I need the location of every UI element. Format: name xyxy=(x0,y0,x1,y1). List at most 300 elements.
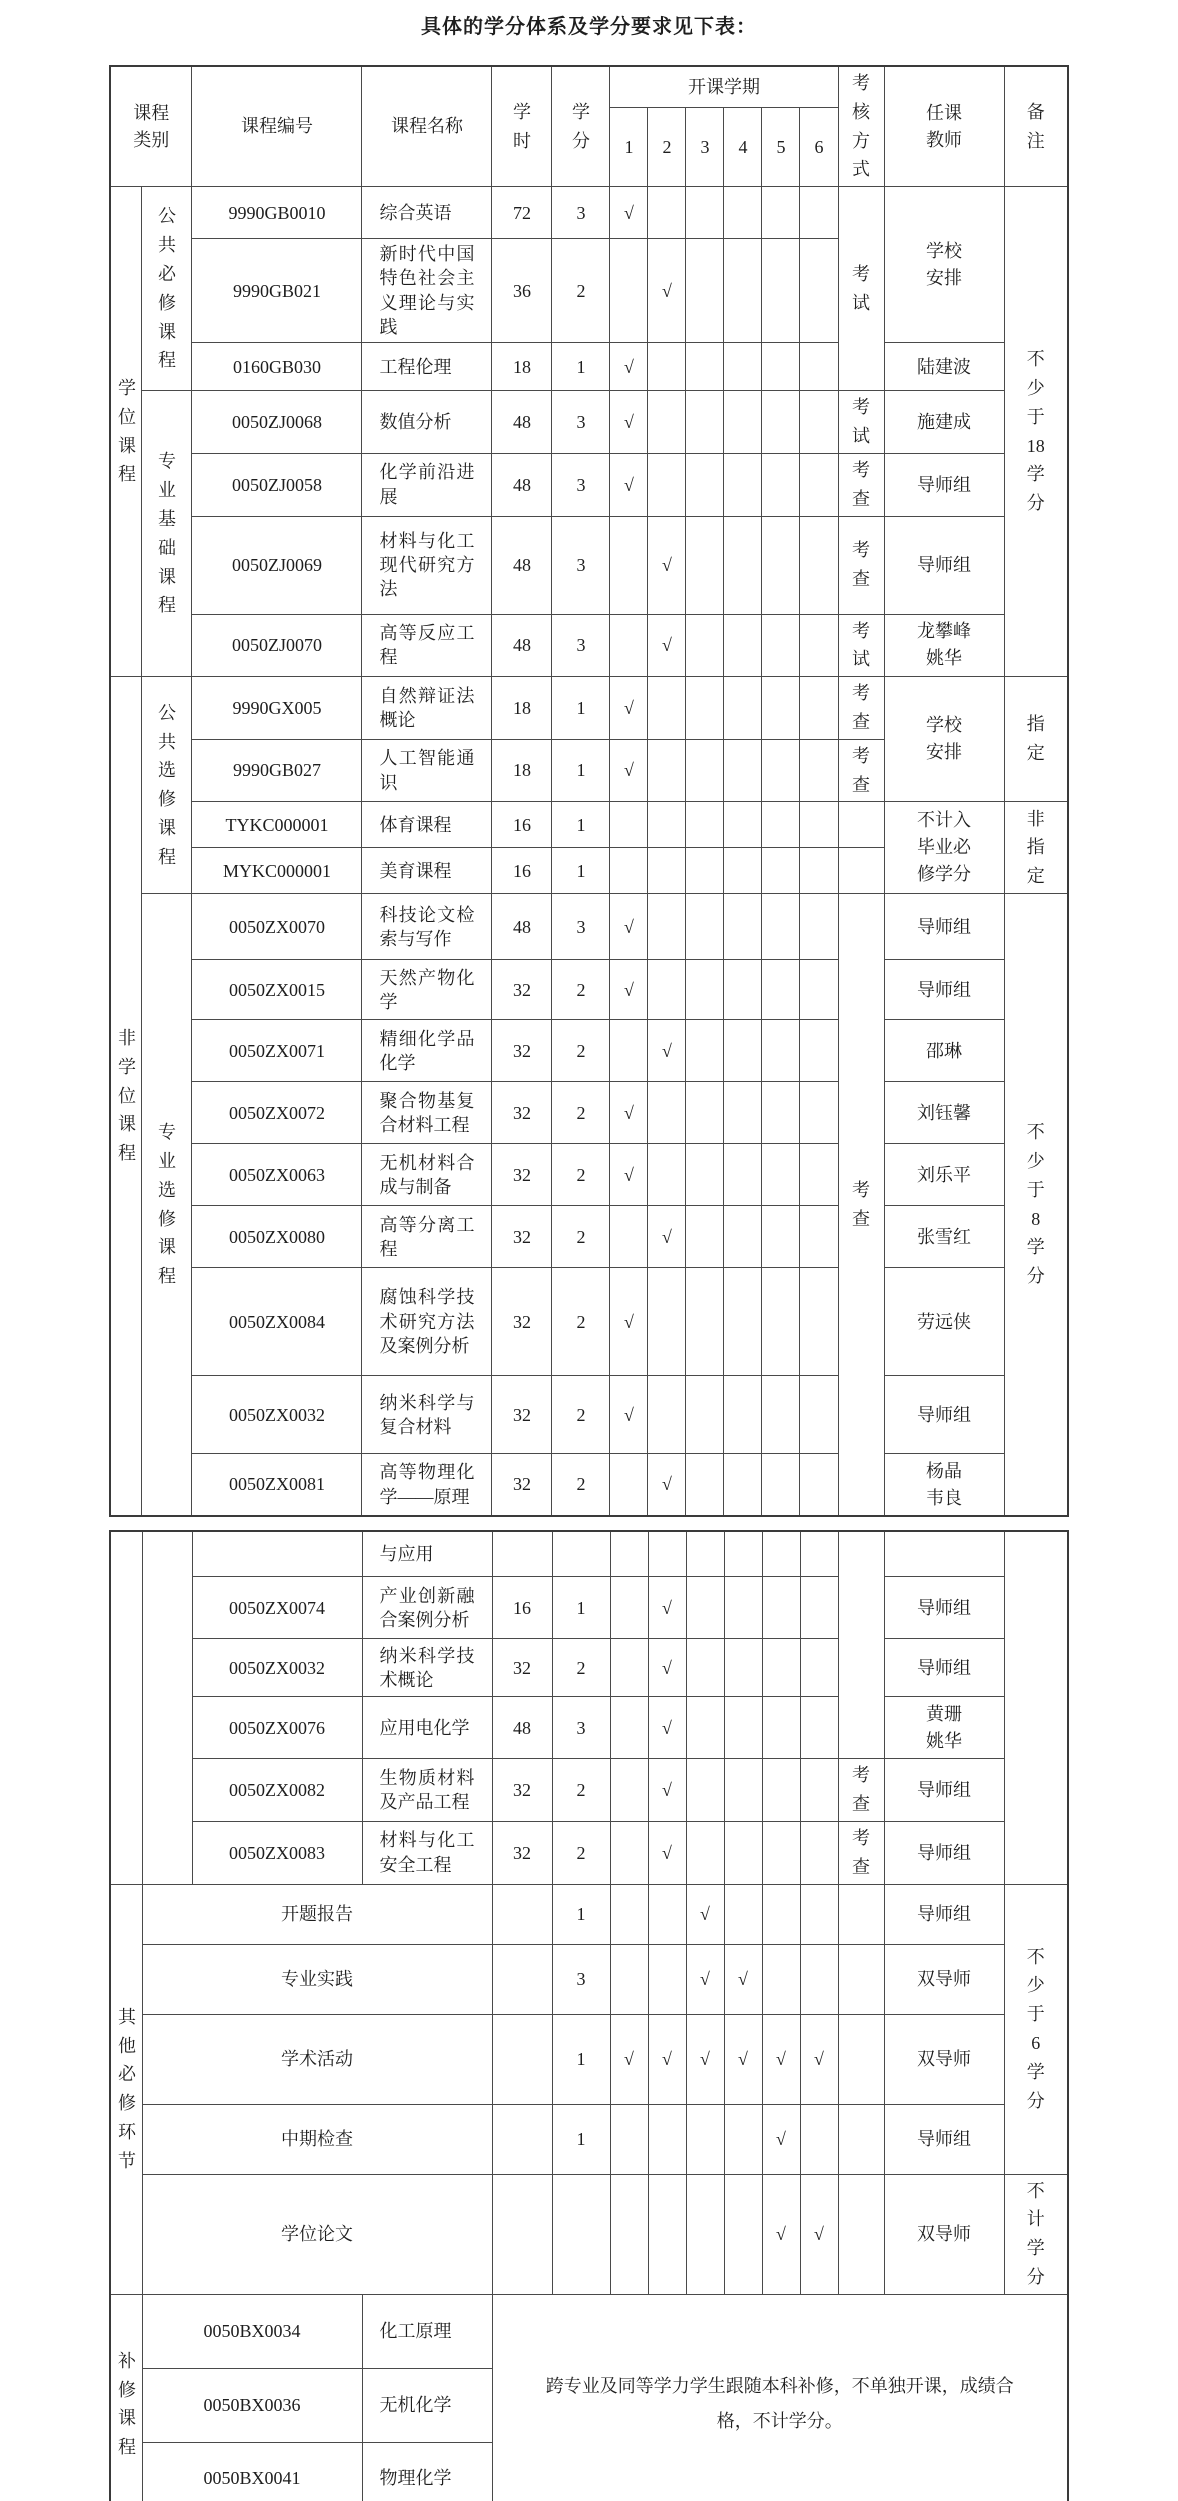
cell-remark xyxy=(1004,1884,1068,2174)
cell-teacher xyxy=(884,1697,1004,1759)
cell-empty xyxy=(686,1020,724,1082)
cell-empty xyxy=(800,1821,838,1884)
cell-empty xyxy=(724,239,762,343)
cell-empty xyxy=(762,391,800,454)
cell-empty xyxy=(762,1268,800,1376)
cell-remark xyxy=(1004,187,1068,677)
cell-empty xyxy=(648,343,686,391)
cell-empty xyxy=(800,1082,838,1144)
cell-empty xyxy=(800,453,838,516)
cell-empty xyxy=(648,677,686,740)
cell-subcategory xyxy=(142,894,192,1516)
table-row xyxy=(110,1697,1068,1759)
cell-remark xyxy=(1004,677,1068,802)
header-teacher-text: 任课教师 xyxy=(926,102,963,150)
cell-assessment xyxy=(838,516,884,614)
cell-empty xyxy=(724,1144,762,1206)
cell-empty xyxy=(762,614,800,677)
cell-course-name: 精细化学品化学 xyxy=(362,1020,492,1082)
header-remark xyxy=(1004,66,1068,187)
cell-number: 1 xyxy=(552,802,610,848)
cell-remark-text: 非指定 xyxy=(1026,808,1045,887)
cell-course-name: 应用电化学 xyxy=(362,1697,492,1759)
cell-empty xyxy=(610,1577,648,1639)
cell-empty xyxy=(492,2104,552,2174)
cell-semester-check: √ xyxy=(648,1759,686,1822)
cell-empty xyxy=(724,187,762,239)
cell-teacher-text: 黄珊姚华 xyxy=(926,1703,962,1751)
cell-empty xyxy=(648,1082,686,1144)
cell-semester-check: √ xyxy=(610,739,648,802)
cell-empty xyxy=(686,960,724,1020)
cell-teacher: 劳远侠 xyxy=(884,1268,1004,1376)
header-remark-text: 备注 xyxy=(1026,101,1045,151)
cell-semester-check: √ xyxy=(610,1268,648,1376)
cell-empty xyxy=(686,848,724,894)
cell-empty xyxy=(724,2104,762,2174)
cell-empty xyxy=(724,1531,762,1577)
cell-number: 18 xyxy=(492,343,552,391)
cell-course-name: 工程伦理 xyxy=(362,343,492,391)
cell-remark xyxy=(1004,2174,1068,2294)
cell-teacher: 刘乐平 xyxy=(884,1144,1004,1206)
cell-empty xyxy=(762,1144,800,1206)
header-category-text: 课程类别 xyxy=(133,102,170,150)
cell-empty xyxy=(724,453,762,516)
cell-empty xyxy=(610,802,648,848)
cell-empty xyxy=(800,1759,838,1822)
cell-empty xyxy=(762,960,800,1020)
page-title: 具体的学分体系及学分要求见下表： xyxy=(421,16,757,38)
table-row xyxy=(110,1639,1068,1697)
cell-empty xyxy=(1004,1531,1068,1884)
cell-category-text: 补修课程 xyxy=(118,2350,136,2458)
cell-empty xyxy=(838,2014,884,2104)
table-row xyxy=(110,1531,1068,1577)
cell-remark xyxy=(1004,894,1068,1516)
cell-empty xyxy=(648,802,686,848)
cell-empty xyxy=(724,343,762,391)
cell-empty xyxy=(762,1944,800,2014)
cell-empty xyxy=(724,960,762,1020)
cell-number: 32 xyxy=(492,1144,552,1206)
cell-empty xyxy=(724,848,762,894)
cell-empty xyxy=(686,894,724,960)
cell-empty xyxy=(800,802,838,848)
cell-course-code: 9990GX005 xyxy=(192,677,362,740)
cell-note-text: 跨专业及同等学力学生跟随本科补修，不单独开课，成绩合格，不计学分。 xyxy=(545,2376,1014,2432)
cell-semester-check: √ xyxy=(724,2014,762,2104)
cell-course-code: 0050ZX0083 xyxy=(192,1821,362,1884)
cell-assessment xyxy=(838,739,884,802)
cell-number: 48 xyxy=(492,1697,552,1759)
cell-number: 1 xyxy=(552,848,610,894)
cell-assessment xyxy=(838,453,884,516)
cell-empty xyxy=(762,1454,800,1516)
cell-empty xyxy=(686,802,724,848)
cell-empty xyxy=(800,1144,838,1206)
cell-course-code: 0050ZX0071 xyxy=(192,1020,362,1082)
cell-empty xyxy=(762,453,800,516)
cell-empty xyxy=(648,187,686,239)
cell-semester-check: √ xyxy=(762,2014,800,2104)
cell-empty xyxy=(724,1697,762,1759)
cell-category xyxy=(110,2294,142,2501)
header-semester-6: 6 xyxy=(800,108,838,187)
cell-semester-check: √ xyxy=(648,1454,686,1516)
cell-teacher-text: 不计入毕业必修学分 xyxy=(917,810,972,885)
cell-empty xyxy=(838,1884,884,1944)
cell-empty xyxy=(724,1206,762,1268)
cell-course-name: 高等反应工程 xyxy=(362,614,492,677)
cell-course-name: 产业创新融合案例分析 xyxy=(362,1577,492,1639)
cell-subcategory xyxy=(142,391,192,677)
cell-subcategory xyxy=(142,187,192,391)
cell-course-code: 0050ZX0081 xyxy=(192,1454,362,1516)
table-row xyxy=(110,614,1068,677)
cell-course-code: 0050ZX0084 xyxy=(192,1268,362,1376)
cell-category xyxy=(110,187,142,677)
cell-semester-check: √ xyxy=(686,1884,724,1944)
header-name: 课程名称 xyxy=(362,66,492,187)
cell-number: 1 xyxy=(552,1577,610,1639)
cell-teacher: 张雪红 xyxy=(884,1206,1004,1268)
cell-empty xyxy=(838,1944,884,2014)
cell-semester-check: √ xyxy=(800,2174,838,2294)
cell-empty xyxy=(800,960,838,1020)
cell-empty xyxy=(800,894,838,960)
table-row xyxy=(110,1454,1068,1516)
table-row xyxy=(110,1020,1068,1082)
cell-number: 3 xyxy=(552,516,610,614)
cell-semester-check: √ xyxy=(610,677,648,740)
cell-empty xyxy=(762,239,800,343)
cell-empty xyxy=(686,391,724,454)
cell-empty xyxy=(762,1577,800,1639)
cell-assessment-text: 考试 xyxy=(852,263,871,313)
cell-category xyxy=(110,1884,142,2294)
cell-course-code: 0050ZX0032 xyxy=(192,1376,362,1454)
cell-empty xyxy=(686,187,724,239)
cell-number: 72 xyxy=(492,187,552,239)
cell-empty xyxy=(800,1884,838,1944)
cell-empty xyxy=(800,739,838,802)
cell-number: 18 xyxy=(492,739,552,802)
cell-empty xyxy=(800,391,838,454)
cell-empty xyxy=(192,1531,362,1577)
cell-course-name: 数值分析 xyxy=(362,391,492,454)
cell-course-code: 0050ZJ0069 xyxy=(192,516,362,614)
cell-assessment-text: 考查 xyxy=(852,745,871,795)
cell-number: 2 xyxy=(552,1376,610,1454)
cell-semester-check: √ xyxy=(648,239,686,343)
cell-number: 32 xyxy=(492,1020,552,1082)
cell-empty xyxy=(492,2174,552,2294)
cell-number: 48 xyxy=(492,516,552,614)
cell-course-code: 0050ZJ0058 xyxy=(192,453,362,516)
cell-course-name: 体育课程 xyxy=(362,802,492,848)
cell-number: 36 xyxy=(492,239,552,343)
cell-empty xyxy=(800,343,838,391)
cell-teacher: 导师组 xyxy=(884,960,1004,1020)
cell-category-text: 其他必修环节 xyxy=(118,2006,136,2171)
cell-subcategory-text: 专业选修课程 xyxy=(157,1122,176,1287)
cell-course-code: 0050ZJ0070 xyxy=(192,614,362,677)
cell-empty xyxy=(610,1944,648,2014)
cell-empty xyxy=(686,1639,724,1697)
cell-semester-check: √ xyxy=(648,2014,686,2104)
cell-empty xyxy=(610,1020,648,1082)
cell-course-name: 高等物理化学——原理 xyxy=(362,1454,492,1516)
cell-empty xyxy=(724,1577,762,1639)
cell-empty xyxy=(724,1376,762,1454)
cell-subcategory-text: 公共选修课程 xyxy=(157,702,176,867)
cell-course-code: 0050ZX0082 xyxy=(192,1759,362,1822)
cell-semester-check: √ xyxy=(610,391,648,454)
cell-assessment-text: 考试 xyxy=(852,397,871,447)
header-semester-5: 5 xyxy=(762,108,800,187)
table-row xyxy=(110,2174,1068,2294)
cell-teacher: 刘钰馨 xyxy=(884,1082,1004,1144)
cell-semester-check: √ xyxy=(610,960,648,1020)
cell-course-code: 0050BX0036 xyxy=(142,2368,362,2442)
cell-section-label: 学术活动 xyxy=(142,2014,492,2104)
cell-empty xyxy=(724,516,762,614)
cell-teacher-text: 龙攀峰姚华 xyxy=(917,621,972,669)
cell-empty xyxy=(838,848,884,894)
cell-course-code: 0050ZX0080 xyxy=(192,1206,362,1268)
cell-semester-check: √ xyxy=(610,894,648,960)
cell-number: 32 xyxy=(492,1759,552,1822)
cell-empty xyxy=(724,614,762,677)
header-credits-text: 学分 xyxy=(571,101,590,151)
cell-teacher xyxy=(884,677,1004,802)
cell-assessment-text: 考查 xyxy=(852,1765,870,1815)
cell-empty xyxy=(762,1697,800,1759)
cell-empty xyxy=(610,239,648,343)
cell-empty xyxy=(648,1144,686,1206)
cell-category-text: 学位课程 xyxy=(117,378,136,485)
cell-number: 1 xyxy=(552,1884,610,1944)
cell-course-name: 人工智能通识 xyxy=(362,739,492,802)
cell-number: 2 xyxy=(552,1082,610,1144)
cell-number: 48 xyxy=(492,453,552,516)
cell-empty xyxy=(686,1268,724,1376)
cell-course-name: 科技论文检索与写作 xyxy=(362,894,492,960)
table-row xyxy=(110,187,1068,239)
table-row xyxy=(110,1268,1068,1376)
cell-empty xyxy=(800,1376,838,1454)
cell-section-label: 开题报告 xyxy=(142,1884,492,1944)
cell-empty xyxy=(686,1531,724,1577)
cell-empty xyxy=(800,1020,838,1082)
table-row xyxy=(110,1884,1068,1944)
cell-empty xyxy=(724,2174,762,2294)
cell-empty xyxy=(686,1376,724,1454)
cell-course-name: 综合英语 xyxy=(362,187,492,239)
cell-number: 2 xyxy=(552,1454,610,1516)
cell-assessment-text: 考试 xyxy=(852,620,871,670)
cell-empty xyxy=(724,802,762,848)
cell-semester-check: √ xyxy=(762,2174,800,2294)
cell-number: 2 xyxy=(552,1268,610,1376)
cell-empty xyxy=(648,1944,686,2014)
header-semester-1: 1 xyxy=(610,108,648,187)
table-row xyxy=(110,1759,1068,1822)
cell-course-name: 化学前沿进展 xyxy=(362,453,492,516)
cell-semester-check: √ xyxy=(610,343,648,391)
cell-teacher: 导师组 xyxy=(884,1759,1004,1822)
table-row xyxy=(110,2294,1068,2368)
cell-empty xyxy=(686,1206,724,1268)
cell-semester-check: √ xyxy=(610,187,648,239)
cell-remark-text: 不计学分 xyxy=(1026,2180,1045,2287)
cell-empty xyxy=(648,739,686,802)
cell-course-code: 0050BX0034 xyxy=(142,2294,362,2368)
cell-teacher: 双导师 xyxy=(884,1944,1004,2014)
cell-number: 1 xyxy=(552,677,610,740)
cell-empty xyxy=(762,187,800,239)
cell-number: 3 xyxy=(552,391,610,454)
cell-empty xyxy=(648,848,686,894)
cell-empty xyxy=(610,1884,648,1944)
cell-number: 2 xyxy=(552,1639,610,1697)
cell-semester-check: √ xyxy=(648,614,686,677)
cell-empty xyxy=(800,1944,838,2014)
cell-subcategory-text: 公共必修课程 xyxy=(157,206,176,371)
cell-subcategory-text: 专业基础课程 xyxy=(157,451,176,616)
cell-empty xyxy=(610,516,648,614)
cell-number: 32 xyxy=(492,960,552,1020)
cell-empty xyxy=(762,848,800,894)
cell-course-name: 物理化学 xyxy=(362,2442,492,2501)
cell-course-name: 无机材料合成与制备 xyxy=(362,1144,492,1206)
cell-empty xyxy=(800,1577,838,1639)
cell-teacher xyxy=(884,614,1004,677)
cell-empty xyxy=(762,516,800,614)
cell-number: 32 xyxy=(492,1376,552,1454)
cell-empty xyxy=(686,343,724,391)
cell-teacher: 导师组 xyxy=(884,1821,1004,1884)
cell-teacher: 邵琳 xyxy=(884,1020,1004,1082)
cell-empty xyxy=(762,1531,800,1577)
credit-table-part-1-body xyxy=(110,66,1068,1516)
cell-assessment-text: 考查 xyxy=(852,459,871,509)
cell-empty xyxy=(762,739,800,802)
cell-teacher-text: 杨晶韦良 xyxy=(926,1460,963,1508)
cell-semester-check: √ xyxy=(686,2014,724,2104)
cell-empty xyxy=(838,802,884,848)
cell-course-code: 0050ZX0072 xyxy=(192,1082,362,1144)
cell-course-code: 0050BX0041 xyxy=(142,2442,362,2501)
cell-empty xyxy=(686,1082,724,1144)
cell-empty xyxy=(724,391,762,454)
cell-number: 2 xyxy=(552,960,610,1020)
cell-course-code: 0050ZX0015 xyxy=(192,960,362,1020)
cell-course-name: 美育课程 xyxy=(362,848,492,894)
cell-empty xyxy=(610,1759,648,1822)
cell-empty xyxy=(724,677,762,740)
cell-semester-check: √ xyxy=(724,1944,762,2014)
cell-semester-check: √ xyxy=(648,1577,686,1639)
cell-empty xyxy=(110,1531,142,1884)
cell-empty xyxy=(838,2104,884,2174)
cell-course-code: 0050ZX0076 xyxy=(192,1697,362,1759)
cell-empty xyxy=(884,1531,1004,1577)
table-row xyxy=(110,516,1068,614)
cell-number: 2 xyxy=(552,239,610,343)
cell-teacher: 导师组 xyxy=(884,1376,1004,1454)
cell-empty xyxy=(142,1531,192,1884)
cell-empty xyxy=(648,2104,686,2174)
cell-number: 32 xyxy=(492,1454,552,1516)
header-assessment-text: 考核方式 xyxy=(852,73,871,180)
cell-course-code: TYKC000001 xyxy=(192,802,362,848)
cell-teacher: 导师组 xyxy=(884,1884,1004,1944)
table-row xyxy=(110,343,1068,391)
cell-empty xyxy=(610,1697,648,1759)
cell-number: 48 xyxy=(492,614,552,677)
cell-course-name: 纳米科学技术概论 xyxy=(362,1639,492,1697)
cell-course-code: 0050ZX0063 xyxy=(192,1144,362,1206)
table-row xyxy=(110,453,1068,516)
cell-empty xyxy=(686,453,724,516)
cell-empty xyxy=(492,1884,552,1944)
cell-empty xyxy=(610,2174,648,2294)
cell-remark-text: 不少于8学分 xyxy=(1026,1122,1045,1287)
cell-empty xyxy=(610,614,648,677)
cell-number: 1 xyxy=(552,2014,610,2104)
cell-empty xyxy=(762,1376,800,1454)
cell-course-code: 0050ZX0070 xyxy=(192,894,362,960)
cell-assessment-text: 考查 xyxy=(852,1179,871,1229)
cell-empty xyxy=(800,2104,838,2174)
cell-course-name: 高等分离工程 xyxy=(362,1206,492,1268)
cell-semester-check: √ xyxy=(648,1020,686,1082)
cell-empty xyxy=(648,960,686,1020)
header-category xyxy=(110,66,192,187)
cell-number: 48 xyxy=(492,894,552,960)
cell-number: 1 xyxy=(552,2104,610,2174)
cell-course-name: 聚合物基复合材料工程 xyxy=(362,1082,492,1144)
cell-teacher: 施建成 xyxy=(884,391,1004,454)
cell-note xyxy=(492,2294,1068,2501)
cell-teacher: 双导师 xyxy=(884,2014,1004,2104)
cell-empty xyxy=(800,1639,838,1697)
cell-assessment xyxy=(838,677,884,740)
cell-empty xyxy=(762,1020,800,1082)
cell-empty xyxy=(686,239,724,343)
cell-empty xyxy=(610,848,648,894)
table-row xyxy=(110,1821,1068,1884)
table-row xyxy=(110,1144,1068,1206)
cell-empty xyxy=(724,1821,762,1884)
cell-empty xyxy=(800,1454,838,1516)
cell-empty xyxy=(724,1020,762,1082)
cell-empty xyxy=(648,1376,686,1454)
cell-semester-check: √ xyxy=(610,1082,648,1144)
cell-empty xyxy=(648,1268,686,1376)
cell-empty xyxy=(724,1268,762,1376)
cell-number: 16 xyxy=(492,1577,552,1639)
credit-table-part-2 xyxy=(109,1530,1069,2501)
cell-category xyxy=(110,677,142,1516)
cell-teacher: 双导师 xyxy=(884,2174,1004,2294)
cell-empty xyxy=(800,677,838,740)
table-row xyxy=(110,1206,1068,1268)
cell-subcategory xyxy=(142,677,192,894)
cell-empty xyxy=(762,343,800,391)
